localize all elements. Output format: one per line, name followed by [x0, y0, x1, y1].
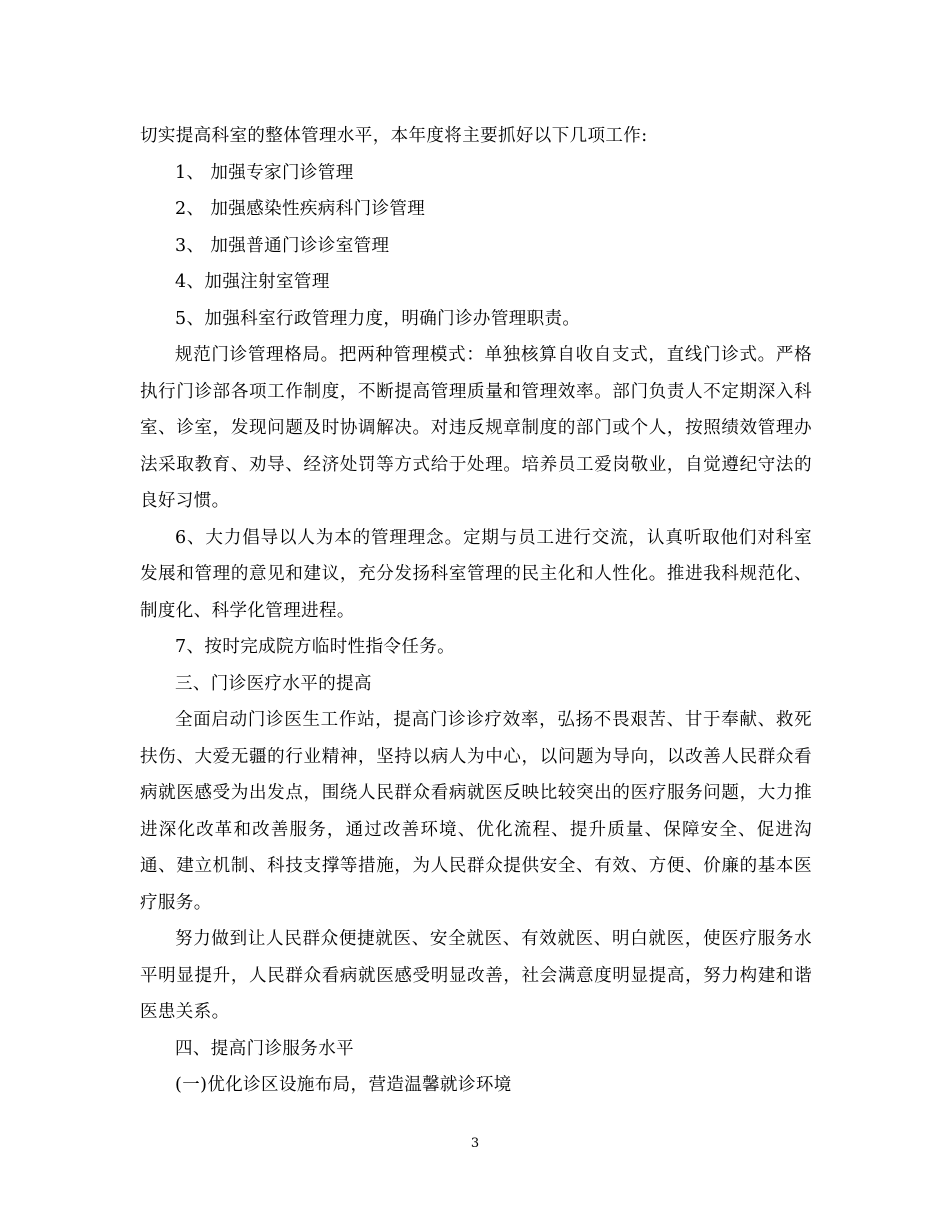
section-heading: 三、门诊医疗水平的提高 [175, 673, 372, 694]
paragraph: 切实提高科室的整体管理水平，本年度将主要抓好以下几项工作: [140, 126, 648, 146]
paragraph: 努力做到让人民群众便捷就医、安全就医、有效就医、明白就医，使医疗服务水平明显提升，人民群众看病就医感受明显改善，社会满意度明显提高，努力构建和谐医患关系。 [140, 929, 812, 1022]
section-heading: 四、提高门诊服务水平 [175, 1038, 354, 1059]
list-item: 2、 加强感染性疾病科门诊管理 [175, 199, 426, 219]
list-item: 6、大力倡导以人为本的管理理念。定期与员工进行交流，认真听取他们对科室发展和管理的意见和建议，充分发扬科室管理的民主化和人性化。推进我科规范化、制度化、科学化管理进程。 [140, 527, 812, 621]
list-item: 1、 加强专家门诊管理 [175, 162, 354, 183]
list-item: 7、按时完成院方临时性指令任务。 [175, 637, 456, 657]
list-item: 3、 加强普通门诊诊室管理 [175, 235, 390, 256]
document-body [140, 118, 812, 1104]
list-item: 5、加强科室行政管理力度，明确门诊办管理职责。 [175, 308, 581, 329]
list-item: 4、加强注射室管理 [175, 272, 330, 292]
subsection-heading: (一)优化诊区设施布局，营造温馨就诊环境 [175, 1075, 512, 1095]
paragraph: 规范门诊管理格局。把两种管理模式：单独核算自收自支式，直线门诊式。严格执行门诊部各项工作制度，不断提高管理质量和管理效率。部门负责人不定期深入科室、诊室，发现问题及时协调解决。对违反规章制度的部门或个人，按照绩效管理办法采取教育、劝导、经济处罚等方式给于处理。培养员工爱岗敬业，自觉遵纪守法的良好习惯。 [140, 345, 812, 511]
paragraph: 全面启动门诊医生工作站，提高门诊诊疗效率，弘扬不畏艰苦、甘于奉献、救死扶伤、大爱无疆的行业精神，坚持以病人为中心，以问题为导向，以改善人民群众看病就医感受为出发点，围绕人民群众看病就医反映比较突出的医疗服务问题，大力推进深化改革和改善服务，通过改善环境、优化流程、提升质量、保障安全、促进沟通、建立机制、科技支撑等措施，为人民群众提供安全、有效、方便、价廉的基本医疗服务。 [140, 710, 812, 913]
page-number: 3 [470, 1136, 480, 1151]
